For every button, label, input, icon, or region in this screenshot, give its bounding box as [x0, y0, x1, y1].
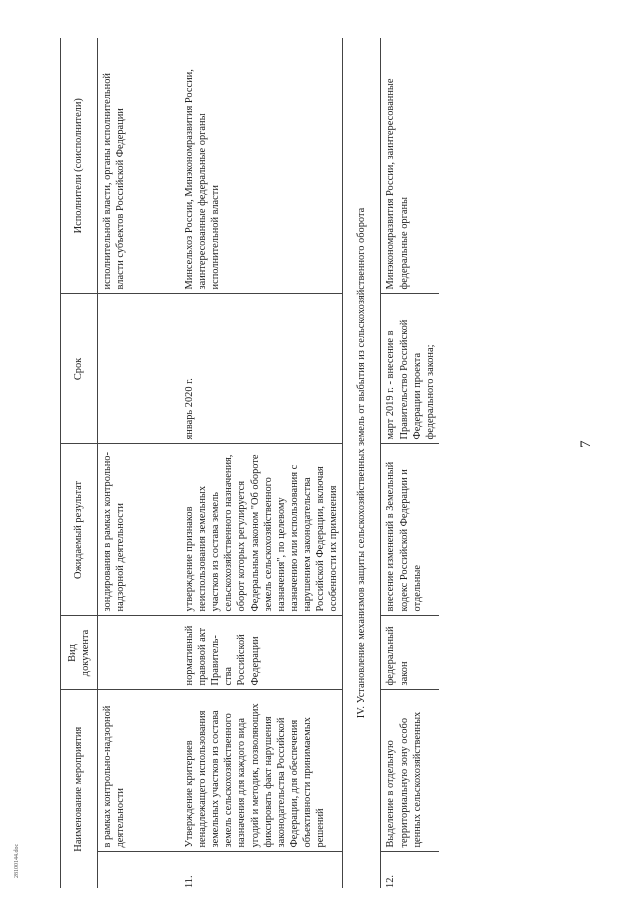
table-row-12 — [381, 38, 439, 888]
cell-result: утверждение признаков неиспользования земельных участков из состава земель сельскохозяйственного назначения, оборот которых регулируется Федеральным законом "Об обороте земель сельскохозяйственного назначения", по целевому назначению или использования с нарушением законодательства Российской Федерации, включая особенности их применения — [169, 444, 343, 616]
table-row-11 — [169, 38, 343, 888]
cell-deadline: январь 2020 г. — [169, 294, 343, 444]
table-row-continuation — [98, 38, 170, 888]
cell-deadline — [98, 294, 170, 444]
file-footer: 28100144.doc — [14, 843, 20, 878]
cell-executors: Минэкономразвития России, заинтересованные федеральные органы — [381, 38, 439, 294]
rotated-table-container — [60, 38, 580, 888]
row-number: 12. — [385, 875, 397, 888]
cell-doc-type — [98, 616, 170, 690]
row-number: 11. — [184, 875, 195, 888]
measures-table — [60, 38, 439, 888]
cell-executors: исполнительной власти, органы исполнительной власти субъектов Российской Федерации — [98, 38, 170, 294]
header-doc-type: Вид документа — [61, 616, 98, 690]
cell-deadline: март 2019 г. - внесение в Правительство Российской Федерации проекта федерального закона; — [381, 294, 439, 444]
page-number: 7 — [578, 440, 594, 448]
cell-result: внесение изменений в Земельный кодекс Российской Федерации и отдельные — [381, 444, 439, 616]
cell-executors: Минсельхоз России, Минэкономразвития России, заинтересованные федеральные органы исполнительной власти — [169, 38, 343, 294]
section-heading-row — [343, 38, 381, 888]
section-iv-title: IV. Установление механизмов защиты сельскохозяйственных земель от выбытия из сельскохозяйственного оборота — [343, 38, 381, 888]
header-executors: Исполнители (соисполнители) — [61, 38, 98, 294]
table-header-row — [61, 38, 98, 888]
header-name: Наименование мероприятия — [61, 690, 98, 888]
cell-doc-type: федеральный закон — [381, 616, 439, 690]
cell-result: зондирования в рамках контрольно-надзорной деятельности — [98, 444, 170, 616]
cell-name: Выделение в отдельную территориальную зону особо ценных сельскохозяйственных — [381, 690, 439, 852]
cell-name: Утверждение критериев ненадлежащего использования земельных участков из состава земель сельскохозяйственного назначения для каждого вида угодий и методик, позволяющих фиксировать факт нарушения законодательства Российской Федерации, для обеспечения объективности принимаемых решений — [169, 690, 343, 852]
header-deadline: Срок — [61, 294, 98, 444]
header-result: Ожидаемый результат — [61, 444, 98, 616]
cell-name: в рамках контрольно-надзорной деятельности — [98, 690, 170, 852]
cell-doc-type: нормативный правовой акт Правитель-ства Российской Федерации — [169, 616, 343, 690]
